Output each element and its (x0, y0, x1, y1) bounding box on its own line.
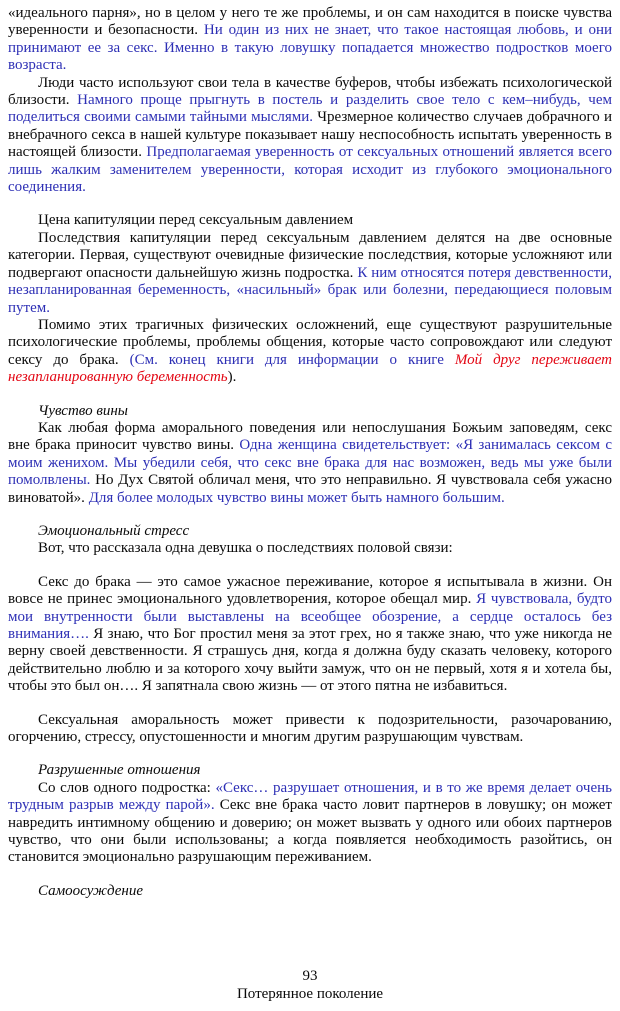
paragraph-guilt (8, 420, 612, 507)
text-run: Вот, что рассказала одна девушка о последствиях половой связи: (38, 540, 453, 557)
text-run: Цена капитуляции перед сексуальным давлением (38, 212, 354, 229)
text-run: Ни один из них не знает, что такое настоящая любовь, и они принимают ее за секс. Именно в такую ловушку попадается множество подростков моего возраста. (8, 22, 612, 74)
text-run: Как любая форма аморального поведения или непослушания Божьим заповедям, секс вне брака приносит чувство вины. (8, 419, 612, 454)
text-run: Секс до брака — это самое ужасное переживание, которое я испытывала в жизни. Он вовсе не принес эмоционального удовлетворения, которое обещал мир. (8, 573, 612, 608)
text-run: Предполагаемая уверенность от сексуальных отношений является всего лишь жалким заменителем уверенности, которая исходит из глубокого эмоционального соединения. (8, 144, 612, 196)
paragraph-girl-story (8, 574, 612, 696)
page-content (8, 5, 612, 900)
text-run: Но Дух Святой обличал меня, что это неправильно. Я чувствовала себя ужасно виноватой». (8, 472, 612, 506)
text-run: Одна женщина свидетельствует: «Я занималась сексом с моим женихом. Мы убедили себя, что секс вне брака для нас возможен, ведь мы уже были помолвлены. (8, 437, 613, 489)
page-footer (8, 968, 612, 1003)
text-run: «Секс… разрушает отношения, и в то же время делает очень трудным разрыв между парой». (8, 779, 612, 814)
text-run: ). (227, 369, 237, 386)
text-run: Самоосуждение (38, 882, 143, 899)
text-run: Разрушенные отношения (38, 762, 201, 779)
text-run: Сексуальная аморальность может привести к подозрительности, разочарованию, огорчению, стрессу, опустошенности и многим другим разрушающим чувствам. (8, 711, 612, 746)
paragraph-psychological-problems (8, 317, 612, 387)
paragraph-immorality-feelings (8, 712, 612, 747)
heading-price-of-capitulation (8, 212, 612, 229)
paragraph-bodies-as-buffers (8, 75, 612, 197)
heading-self-condemnation (8, 883, 612, 900)
paragraph-girl-story-intro (8, 540, 612, 557)
text-run: Я знаю, что Бог простил меня за этот грех, но я также знаю, что уже никогда не верну своей девственности. Я страшусь дня, когда я должна буду сказать человеку, которого действительно люблю и за которого хочу выйти замуж, что он не первый, хотя я и хотела бы, чтобы это был он…. Я запятнала свою жизнь — от этого пятна не избавиться. (8, 626, 613, 695)
page-number: 93 (302, 968, 318, 985)
book-title: Потерянное поколение (236, 985, 384, 1002)
heading-emotional-stress (8, 523, 612, 540)
text-run: Люди часто используют свои тела в качестве буферов, чтобы избежать психологической близости. (8, 74, 612, 109)
text-run: Со слов одного подростка: (38, 779, 216, 796)
text-run: Помимо этих трагичных физических осложнений, еще существуют разрушительные психологические проблемы, проблемы общения, которые часто сопровождают или следуют сексу до брака. (8, 316, 612, 368)
heading-destroyed-relationships (8, 762, 612, 779)
text-run: Чрезмерное количество случаев добрачного и внебрачного секса в нашей культуре показывает нашу неспособность испытать уверенность в настоящей близости. (8, 109, 612, 161)
text-run: Для более молодых чувство вины может быть намного большим. (88, 489, 505, 506)
heading-guilt (8, 403, 612, 420)
text-run: Эмоциональный стресс (38, 522, 190, 539)
text-run: Я чувствовала, будто мои внутренности были выставлены на всеобщее обозрение, а сердце осталось без внимания…. (8, 591, 612, 642)
text-run: К ним относятся потеря девственности, незапланированная беременность, «насильный» брак или болезни, передающиеся половым путем. (8, 264, 612, 316)
text-run: Чувство вины (38, 402, 128, 419)
text-run: «идеального парня», но в целом у него те же проблемы, и он сам находится в поиске чувства уверенности и безопасности. (8, 5, 612, 39)
paragraph-continuation (8, 5, 612, 75)
text-run: Секс вне брака часто ловит партнеров в ловушку; он может навредить интимному общению и доверию; он может вызвать у одного или обоих партнеров чувство, что они были использованы; а когда появляется необходимость разойтись, он становится эмоционально разрушающим переживанием. (8, 797, 612, 866)
paragraph-destroyed-relationships (8, 780, 612, 867)
text-run: Последствия капитуляции перед сексуальным давлением делятся на две основные категории. Первая, существуют очевидные физические последствия, которые усложняют или подвергают опасности дальнейшую жизнь подростка. (8, 229, 612, 281)
text-run: Мой друг переживает незапланированную беременность (8, 351, 613, 386)
text-run: (См. конец книги для информации о книге (129, 351, 455, 368)
text-run: Намного проще прыгнуть в постель и разделить свое тело с кем–нибудь, чем поделиться своими самыми тайными мыслями. (8, 92, 612, 126)
paragraph-consequences-categories (8, 230, 612, 317)
